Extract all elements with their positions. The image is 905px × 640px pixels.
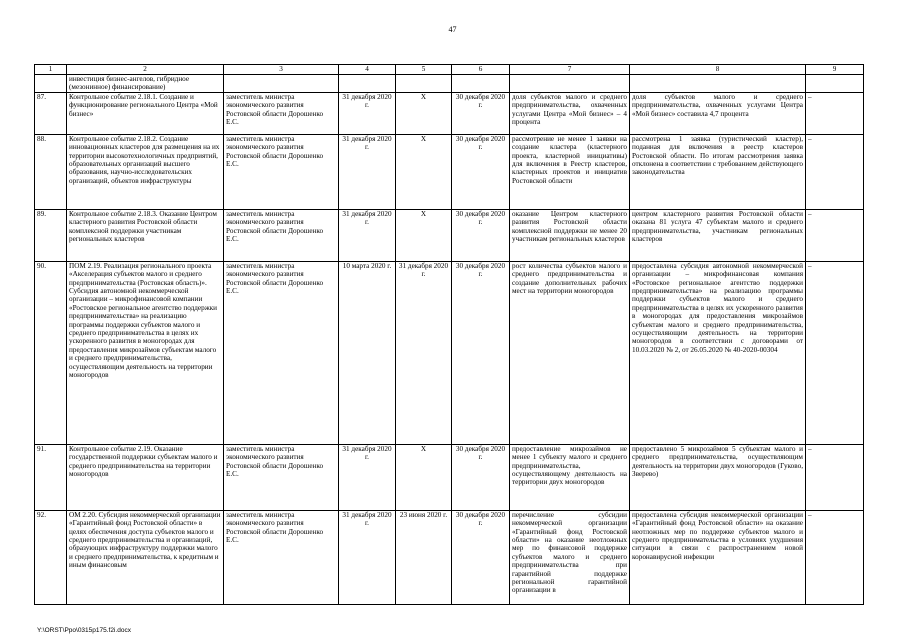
header-cell: 1 bbox=[35, 65, 67, 75]
end-date-cell: 30 декабря 2020 г. bbox=[452, 209, 510, 261]
row-number-cell: 92. bbox=[35, 510, 67, 604]
note-cell: – bbox=[806, 209, 864, 261]
event-cell: инвестиция бизнес-ангелов, гибридное (мезонинное) финансирование) bbox=[67, 75, 224, 93]
planned-date-cell: 31 декабря 2020 г. bbox=[339, 92, 396, 134]
planned-date-cell: 10 марта 2020 г. bbox=[339, 261, 396, 444]
table-row bbox=[35, 444, 864, 510]
actual-start-cell: X bbox=[396, 444, 452, 510]
event-cell: Контрольное событие 2.18.2. Создание инновационных кластеров для размещения на их территории высокотехнологичных предприятий, образовательных организаций высшего образования, научно-исследовательских организаций, объектов инфраструктуры bbox=[67, 134, 224, 209]
header-cell: 8 bbox=[630, 65, 806, 75]
responsible-cell: заместитель министра экономического развития Ростовской области Дорошенко Е.С. bbox=[224, 92, 339, 134]
planned-date-cell: 31 декабря 2020 г. bbox=[339, 134, 396, 209]
responsible-cell: заместитель министра экономического развития Ростовской области Дорошенко Е.С. bbox=[224, 444, 339, 510]
note-cell: – bbox=[806, 510, 864, 604]
actual-result-cell: центром кластерного развития Ростовской области оказана 81 услуга 47 субъектам малого и среднего предпринимательства, участникам региональных кластеров bbox=[630, 209, 806, 261]
page-number: 47 bbox=[448, 25, 457, 34]
table-row bbox=[35, 209, 864, 261]
planned-date-cell: 31 декабря 2020 г. bbox=[339, 444, 396, 510]
responsible-cell: заместитель министра экономического развития Ростовской области Дорошенко Е.С. bbox=[224, 510, 339, 604]
expected-result-cell: предоставление микрозаймов не менее 1 субъекту малого и среднего предпринимательства, осуществляющему деятельность на территории двух моногородов bbox=[510, 444, 630, 510]
responsible-cell: заместитель министра экономического развития Ростовской области Дорошенко Е.С. bbox=[224, 209, 339, 261]
row-number-cell: 89. bbox=[35, 209, 67, 261]
event-cell: Контрольное событие 2.18.3. Оказание Центром кластерного развития Ростовской области комплексной поддержки участникам региональных кластеров bbox=[67, 209, 224, 261]
note-cell: – bbox=[806, 444, 864, 510]
header-cell: 3 bbox=[224, 65, 339, 75]
row-number-cell: 90. bbox=[35, 261, 67, 444]
table-row bbox=[35, 510, 864, 604]
expected-result-cell: рассмотрение не менее 1 заявки на создание кластера (кластерного проекта, кластерной инициативы) для включения в Реестр кластеров, кластерных проектов и инициатив Ростовской области bbox=[510, 134, 630, 209]
planned-date-cell: 31 декабря 2020 г. bbox=[339, 510, 396, 604]
header-row bbox=[35, 65, 864, 75]
actual-result-cell: предоставлено 5 микрозаймов 5 субъектам малого и среднего предпринимательства, осуществляющим деятельность на территории двух моногородов (Гуково, Зверево) bbox=[630, 444, 806, 510]
event-cell: ОМ 2.20. Субсидия некоммерческой организации «Гарантийный фонд Ростовской области» в целях обеспечения доступа субъектов малого и среднего предпринимательства и организаций, образующих инфраструктуру поддержки малого и среднего предпринимательства, к кредитным и иным финансовым bbox=[67, 510, 224, 604]
table-row bbox=[35, 134, 864, 209]
table-row bbox=[35, 92, 864, 134]
row-number-cell: 87. bbox=[35, 92, 67, 134]
actual-start-cell: X bbox=[396, 92, 452, 134]
expected-result-cell: оказание Центром кластерного развития Ростовской области комплексной поддержки не менее 20 участникам региональных кластеров bbox=[510, 209, 630, 261]
file-path-footer: Y:\ORST\Ppo\0315p175.f2i.docx bbox=[37, 627, 131, 634]
header-cell: 6 bbox=[452, 65, 510, 75]
end-date-cell: 30 декабря 2020 г. bbox=[452, 134, 510, 209]
event-cell: Контрольное событие 2.18.1. Создание и функционирование регионального Центра «Мой бизнес» bbox=[67, 92, 224, 134]
actual-start-cell: X bbox=[396, 134, 452, 209]
note-cell: – bbox=[806, 134, 864, 209]
expected-result-cell: перечисление субсидии некоммерческой организации «Гарантийный фонд Ростовской области» на оказание неотложных мер по финансовой поддержке субъектов малого и среднего предпринимательства при гарантийной поддержке региональной гарантийной организации в bbox=[510, 510, 630, 604]
note-cell: – bbox=[806, 92, 864, 134]
expected-result-cell: рост количества субъектов малого и среднего предпринимательства и создание дополнительных рабочих мест на территории моногородов bbox=[510, 261, 630, 444]
header-cell: 2 bbox=[67, 65, 224, 75]
header-cell: 5 bbox=[396, 65, 452, 75]
header-cell: 9 bbox=[806, 65, 864, 75]
note-cell: – bbox=[806, 261, 864, 444]
continuation-row bbox=[35, 75, 864, 93]
planned-date-cell: 31 декабря 2020 г. bbox=[339, 209, 396, 261]
actual-result-cell: доля субъектов малого и среднего предпринимательства, охваченных услугами Центра «Мой бизнес» составила 4,7 процента bbox=[630, 92, 806, 134]
expected-result-cell: доля субъектов малого и среднего предпринимательства, охваченных услугами Центра «Мой бизнес» – 4 процента bbox=[510, 92, 630, 134]
actual-start-cell: X bbox=[396, 209, 452, 261]
end-date-cell: 30 декабря 2020 г. bbox=[452, 510, 510, 604]
end-date-cell: 30 декабря 2020 г. bbox=[452, 92, 510, 134]
event-cell: Контрольное событие 2.19. Оказание государственной поддержки субъектам малого и среднего предпринимательства на территории моногородов bbox=[67, 444, 224, 510]
end-date-cell: 30 декабря 2020 г. bbox=[452, 261, 510, 444]
actual-result-cell: предоставлена субсидия некоммерческой организации «Гарантийный фонд Ростовской области» на оказание неотложных мер по поддержке субъектов малого и среднего предпринимательства в условиях ухудшения ситуации в связи с распространением новой коронавирусной инфекции bbox=[630, 510, 806, 604]
event-cell: ПОМ 2.19. Реализация регионального проекта «Акселерация субъектов малого и среднего предпринимательства (Ростовская область)». Субсидия автономной некоммерческой организации – микрофинансовой компании «Ростовское региональное агентство поддержки предпринимательства» на реализацию программы поддержки субъектов малого и среднего предпринимательства в целях их ускоренного развития в моногородах для предоставления микрозаймов субъектам малого и среднего предпринимательства, осуществляющим деятельность на территории моногородов bbox=[67, 261, 224, 444]
header-cell: 7 bbox=[510, 65, 630, 75]
actual-start-cell: 31 декабря 2020 г. bbox=[396, 261, 452, 444]
responsible-cell: заместитель министра экономического развития Ростовской области Дорошенко Е.С. bbox=[224, 261, 339, 444]
table-row bbox=[35, 261, 864, 444]
row-number-cell: 88. bbox=[35, 134, 67, 209]
actual-result-cell: предоставлена субсидия автономной некоммерческой организации – микрофинансовая компания «Ростовское региональное агентство поддержки предпринимательства» на реализацию программы поддержки субъектов малого и среднего предпринимательства в целях их ускоренного развития в моногородах для предоставления микрозаймов субъектам малого и среднего предпринимательства, осуществляющим деятельность на территории моногородов в соответствии с договорами от 10.03.2020 № 2, от 26.05.2020 № 40-2020-00304 bbox=[630, 261, 806, 444]
end-date-cell: 30 декабря 2020 г. bbox=[452, 444, 510, 510]
responsible-cell: заместитель министра экономического развития Ростовской области Дорошенко Е.С. bbox=[224, 134, 339, 209]
actual-result-cell: рассмотрена 1 заявка (туристический кластер), поданная для включения в реестр кластеров Ростовской области. По итогам рассмотрения заявка отклонена в соответствии с требованием действующего законодательства bbox=[630, 134, 806, 209]
row-number-cell: 91. bbox=[35, 444, 67, 510]
actual-start-cell: 23 июня 2020 г. bbox=[396, 510, 452, 604]
report-table bbox=[34, 64, 864, 605]
header-cell: 4 bbox=[339, 65, 396, 75]
